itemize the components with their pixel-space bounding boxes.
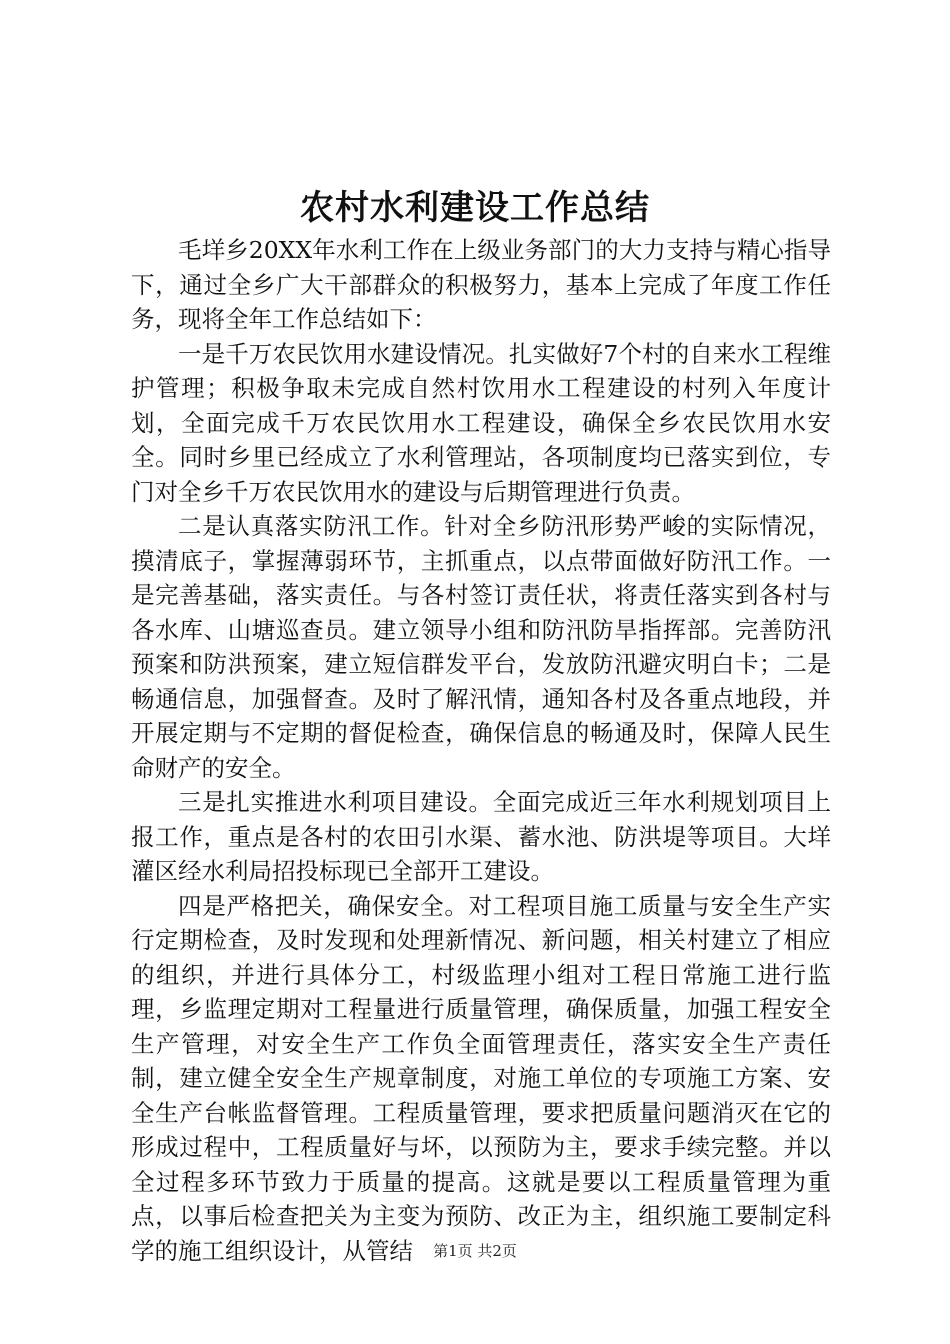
paragraph-quality-safety: 四是严格把关，确保安全。对工程项目施工质量与安全生产实行定期检查，及时发现和处理新情况、新问题，相关村建立了相应的组织，并进行具体分工，村级监理小组对工程日常施工进行监理，乡监理定期对工程量进行质量管理，确保质量，加强工程安全生产管理，对安全生产工作负全面管理责任，落实安全生产责任制，建立健全安全生产规章制度，对施工单位的专项施工方案、安全生产台帐监督管理。工程质量管理，要求把质量问题消灭在它的形成过程中，工程质量好与坏，以预防为主，要求手续完整。并以全过程多环节致力于质量的提高。这就是要以工程质量管理为重点，以事后检查把关为主变为预防、改正为主，组织施工要制定科学的施工组织设计，从管结 [131,891,831,1265]
document-title: 农村水利建设工作总结 [300,188,650,228]
paragraph-water-projects: 三是扎实推进水利项目建设。全面完成近三年水利规划项目上报工作，重点是各村的农田引水渠、蓄水池、防洪堤等项目。大垟灌区经水利局招投标现已全部开工建设。 [131,788,831,885]
paragraph-drinking-water: 一是千万农民饮用水建设情况。扎实做好7个村的自来水工程维护管理；积极争取未完成自然村饮用水工程建设的村列入年度计划，全面完成千万农民饮用水工程建设，确保全乡农民饮用水安全。同时乡里已经成立了水利管理站，各项制度均已落实到位，专门对全乡千万农民饮用水的建设与后期管理进行负责。 [131,339,831,506]
paragraph-flood-control: 二是认真落实防汛工作。针对全乡防汛形势严峻的实际情况，摸清底子，掌握薄弱环节，主抓重点，以点带面做好防汛工作。一是完善基础，落实责任。与各村签订责任状，将责任落实到各村与各水库、山塘巡查员。建立领导小组和防汛防旱指挥部。完善防汛预案和防洪预案，建立短信群发平台，发放防汛避灾明白卡；二是畅通信息，加强督查。及时了解汛情，通知各村及各重点地段，并开展定期与不定期的督促检查，确保信息的畅通及时，保障人民生命财产的安全。 [131,512,831,782]
page-number-footer: 第1页 共2页 [433,1242,517,1260]
document-body [131,233,831,1268]
paragraph-intro: 毛垟乡20XX年水利工作在上级业务部门的大力支持与精心指导下，通过全乡广大干部群众的积极努力，基本上完成了年度工作任务，现将全年工作总结如下： [131,236,831,333]
